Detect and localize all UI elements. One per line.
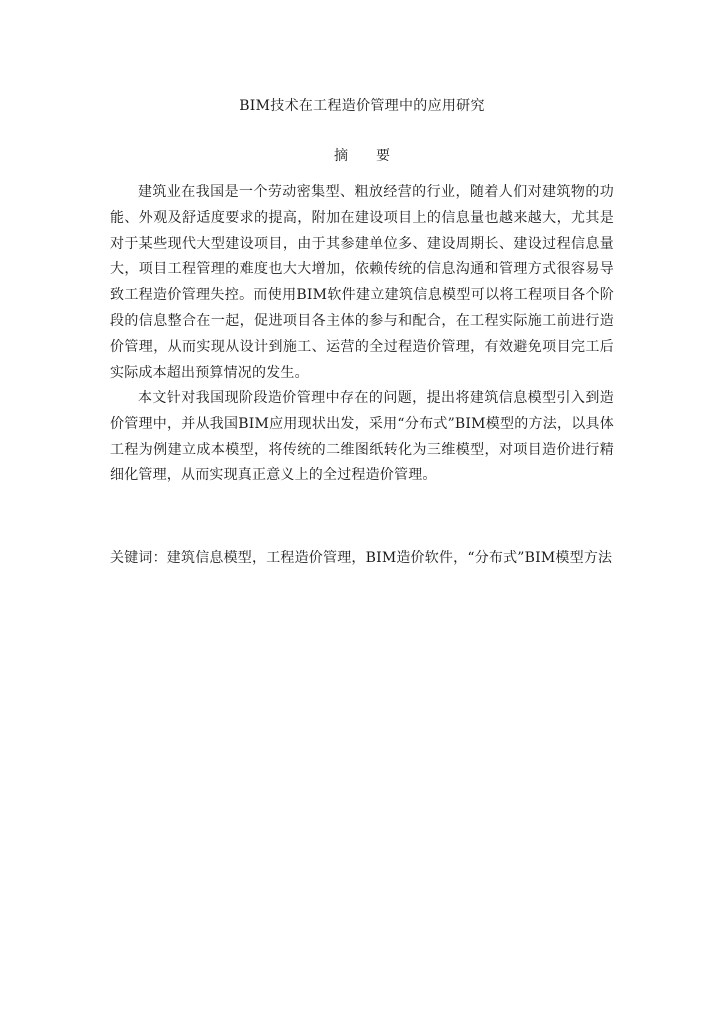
abstract-heading: 摘要 xyxy=(334,148,418,164)
document-title: BIM技术在工程造价管理中的应用研究 xyxy=(239,98,485,114)
abstract-paragraph: 本文针对我国现阶段造价管理中存在的问题，提出将建筑信息模型引入到造价管理中，并从我国BIM应用现状出发，采用“分布式”BIM模型的方法，以具体工程为例建立成本模型，将传统的二维图纸转化为三维模型，对项目造价进行精细化管理，从而实现真正意义上的全过程造价管理。 xyxy=(110,390,614,484)
abstract-paragraph: 建筑业在我国是一个劳动密集型、粗放经营的行业，随着人们对建筑物的功能、外观及舒适度要求的提高，附加在建设项目上的信息量也越来越大，尤其是对于某些现代大型建设项目，由于其参建单位多、建设周期长、建设过程信息量大，项目工程管理的难度也大大增加，依赖传统的信息沟通和管理方式很容易导致工程造价管理失控。而使用BIM软件建立建筑信息模型可以将工程项目各个阶段的信息整合在一起，促进项目各主体的参与和配合，在工程实际施工前进行造价管理，从而实现从设计到施工、运营的全过程造价管理，有效避免项目完工后实际成本超出预算情况的发生。 xyxy=(110,184,614,381)
keywords-line: 关键词：建筑信息模型，工程造价管理，BIM造价软件，“分布式”BIM模型方法 xyxy=(110,550,613,566)
